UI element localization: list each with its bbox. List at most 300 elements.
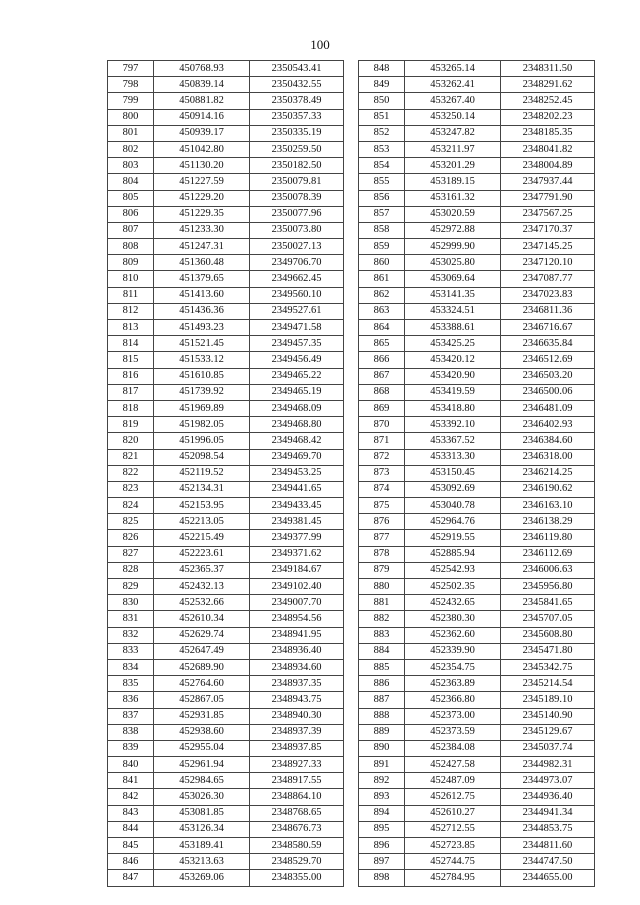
table-row <box>108 400 344 416</box>
point-number-cell: 875 <box>359 498 405 514</box>
y-coordinate-cell: 2350073.80 <box>250 222 344 238</box>
point-number-cell: 844 <box>108 821 154 837</box>
x-coordinate-cell: 452373.00 <box>405 708 501 724</box>
x-coordinate-cell: 452955.04 <box>154 740 250 756</box>
y-coordinate-cell: 2346384.60 <box>501 433 595 449</box>
y-coordinate-cell: 2345342.75 <box>501 659 595 675</box>
x-coordinate-cell: 451533.12 <box>154 352 250 368</box>
point-number-cell: 833 <box>108 643 154 659</box>
x-coordinate-cell: 452365.37 <box>154 562 250 578</box>
x-coordinate-cell: 453419.59 <box>405 384 501 400</box>
table-row <box>359 352 595 368</box>
x-coordinate-cell: 452134.31 <box>154 481 250 497</box>
point-number-cell: 894 <box>359 805 405 821</box>
y-coordinate-cell: 2350079.81 <box>250 174 344 190</box>
x-coordinate-cell: 452612.75 <box>405 789 501 805</box>
x-coordinate-cell: 452931.85 <box>154 708 250 724</box>
x-coordinate-cell: 452339.90 <box>405 643 501 659</box>
y-coordinate-cell: 2349662.45 <box>250 271 344 287</box>
x-coordinate-cell: 453126.34 <box>154 821 250 837</box>
y-coordinate-cell: 2349371.62 <box>250 546 344 562</box>
table-row <box>108 320 344 336</box>
point-number-cell: 847 <box>108 870 154 886</box>
table-row <box>359 400 595 416</box>
y-coordinate-cell: 2345037.74 <box>501 740 595 756</box>
table-row <box>108 190 344 206</box>
point-number-cell: 882 <box>359 611 405 627</box>
point-number-cell: 827 <box>108 546 154 562</box>
point-number-cell: 817 <box>108 384 154 400</box>
point-number-cell: 840 <box>108 757 154 773</box>
point-number-cell: 830 <box>108 595 154 611</box>
table-row <box>108 287 344 303</box>
table-row <box>359 61 595 77</box>
point-number-cell: 797 <box>108 61 154 77</box>
table-row <box>108 417 344 433</box>
point-number-cell: 862 <box>359 287 405 303</box>
table-row <box>359 174 595 190</box>
x-coordinate-cell: 451610.85 <box>154 368 250 384</box>
table-row <box>359 692 595 708</box>
table-row <box>108 530 344 546</box>
x-coordinate-cell: 453141.35 <box>405 287 501 303</box>
x-coordinate-cell: 453189.41 <box>154 838 250 854</box>
table-row <box>108 562 344 578</box>
x-coordinate-cell: 452502.35 <box>405 579 501 595</box>
point-number-cell: 834 <box>108 659 154 675</box>
table-row <box>108 708 344 724</box>
point-number-cell: 802 <box>108 141 154 157</box>
point-number-cell: 851 <box>359 109 405 125</box>
y-coordinate-cell: 2348252.45 <box>501 93 595 109</box>
y-coordinate-cell: 2349184.67 <box>250 562 344 578</box>
page-number: 100 <box>310 37 330 52</box>
point-number-cell: 880 <box>359 579 405 595</box>
y-coordinate-cell: 2349468.42 <box>250 433 344 449</box>
x-coordinate-cell: 452223.61 <box>154 546 250 562</box>
x-coordinate-cell: 451436.36 <box>154 303 250 319</box>
table-row <box>359 676 595 692</box>
table-row <box>359 724 595 740</box>
table-row <box>359 303 595 319</box>
x-coordinate-cell: 452363.89 <box>405 676 501 692</box>
x-coordinate-cell: 452961.94 <box>154 757 250 773</box>
x-coordinate-cell: 452215.49 <box>154 530 250 546</box>
y-coordinate-cell: 2347145.25 <box>501 239 595 255</box>
x-coordinate-cell: 452647.49 <box>154 643 250 659</box>
table-row <box>108 465 344 481</box>
x-coordinate-cell: 453367.52 <box>405 433 501 449</box>
x-coordinate-cell: 453025.80 <box>405 255 501 271</box>
table-row <box>359 255 595 271</box>
point-number-cell: 803 <box>108 158 154 174</box>
point-number-cell: 848 <box>359 61 405 77</box>
x-coordinate-cell: 452610.34 <box>154 611 250 627</box>
y-coordinate-cell: 2348954.56 <box>250 611 344 627</box>
point-number-cell: 837 <box>108 708 154 724</box>
point-number-cell: 831 <box>108 611 154 627</box>
y-coordinate-cell: 2346500.06 <box>501 384 595 400</box>
y-coordinate-cell: 2348676.73 <box>250 821 344 837</box>
table-row <box>108 757 344 773</box>
x-coordinate-cell: 451360.48 <box>154 255 250 271</box>
y-coordinate-cell: 2346190.62 <box>501 481 595 497</box>
point-number-cell: 888 <box>359 708 405 724</box>
y-coordinate-cell: 2349471.58 <box>250 320 344 336</box>
x-coordinate-cell: 453420.90 <box>405 368 501 384</box>
point-number-cell: 855 <box>359 174 405 190</box>
y-coordinate-cell: 2348936.40 <box>250 643 344 659</box>
x-coordinate-cell: 451969.89 <box>154 400 250 416</box>
y-coordinate-cell: 2348934.60 <box>250 659 344 675</box>
y-coordinate-cell: 2348937.39 <box>250 724 344 740</box>
y-coordinate-cell: 2349527.61 <box>250 303 344 319</box>
x-coordinate-cell: 452427.58 <box>405 757 501 773</box>
point-number-cell: 861 <box>359 271 405 287</box>
y-coordinate-cell: 2349706.70 <box>250 255 344 271</box>
y-coordinate-cell: 2348529.70 <box>250 854 344 870</box>
y-coordinate-cell: 2345956.80 <box>501 579 595 595</box>
table-row <box>108 481 344 497</box>
point-number-cell: 823 <box>108 481 154 497</box>
x-coordinate-cell: 453081.85 <box>154 805 250 821</box>
y-coordinate-cell: 2345214.54 <box>501 676 595 692</box>
point-number-cell: 845 <box>108 838 154 854</box>
x-coordinate-cell: 452384.08 <box>405 740 501 756</box>
table-row <box>108 109 344 125</box>
y-coordinate-cell: 2346119.80 <box>501 530 595 546</box>
point-number-cell: 824 <box>108 498 154 514</box>
point-number-cell: 867 <box>359 368 405 384</box>
y-coordinate-cell: 2344973.07 <box>501 773 595 789</box>
y-coordinate-cell: 2348202.23 <box>501 109 595 125</box>
table-row <box>108 384 344 400</box>
table-row <box>108 821 344 837</box>
table-row <box>108 870 344 886</box>
x-coordinate-cell: 452919.55 <box>405 530 501 546</box>
x-coordinate-cell: 452487.09 <box>405 773 501 789</box>
point-number-cell: 805 <box>108 190 154 206</box>
table-row <box>108 692 344 708</box>
table-row <box>108 303 344 319</box>
x-coordinate-cell: 453026.30 <box>154 789 250 805</box>
point-number-cell: 841 <box>108 773 154 789</box>
x-coordinate-cell: 451739.92 <box>154 384 250 400</box>
y-coordinate-cell: 2349007.70 <box>250 595 344 611</box>
point-number-cell: 854 <box>359 158 405 174</box>
table-row <box>108 773 344 789</box>
table-row <box>108 433 344 449</box>
x-coordinate-cell: 452380.30 <box>405 611 501 627</box>
point-number-cell: 881 <box>359 595 405 611</box>
table-row <box>359 530 595 546</box>
y-coordinate-cell: 2349465.19 <box>250 384 344 400</box>
y-coordinate-cell: 2346006.63 <box>501 562 595 578</box>
y-coordinate-cell: 2345707.05 <box>501 611 595 627</box>
x-coordinate-cell: 453161.32 <box>405 190 501 206</box>
point-number-cell: 874 <box>359 481 405 497</box>
x-coordinate-cell: 453425.25 <box>405 336 501 352</box>
y-coordinate-cell: 2347170.37 <box>501 222 595 238</box>
point-number-cell: 828 <box>108 562 154 578</box>
x-coordinate-cell: 453213.63 <box>154 854 250 870</box>
point-number-cell: 820 <box>108 433 154 449</box>
point-number-cell: 895 <box>359 821 405 837</box>
y-coordinate-cell: 2347937.44 <box>501 174 595 190</box>
point-number-cell: 864 <box>359 320 405 336</box>
table-row <box>108 174 344 190</box>
y-coordinate-cell: 2347120.10 <box>501 255 595 271</box>
y-coordinate-cell: 2348355.00 <box>250 870 344 886</box>
point-number-cell: 876 <box>359 514 405 530</box>
y-coordinate-cell: 2347791.90 <box>501 190 595 206</box>
y-coordinate-cell: 2346163.10 <box>501 498 595 514</box>
table-row <box>108 222 344 238</box>
table-row <box>359 206 595 222</box>
x-coordinate-cell: 453269.06 <box>154 870 250 886</box>
point-number-cell: 898 <box>359 870 405 886</box>
table-row <box>359 773 595 789</box>
y-coordinate-cell: 2348917.55 <box>250 773 344 789</box>
table-row <box>108 724 344 740</box>
x-coordinate-cell: 453040.78 <box>405 498 501 514</box>
table-row <box>359 320 595 336</box>
point-number-cell: 893 <box>359 789 405 805</box>
x-coordinate-cell: 452764.60 <box>154 676 250 692</box>
table-row <box>359 336 595 352</box>
x-coordinate-cell: 452984.65 <box>154 773 250 789</box>
table-row <box>108 789 344 805</box>
y-coordinate-cell: 2347023.83 <box>501 287 595 303</box>
table-row <box>108 611 344 627</box>
y-coordinate-cell: 2345841.65 <box>501 595 595 611</box>
table-row <box>108 336 344 352</box>
point-number-cell: 842 <box>108 789 154 805</box>
y-coordinate-cell: 2346811.36 <box>501 303 595 319</box>
table-row <box>108 93 344 109</box>
table-row <box>359 659 595 675</box>
x-coordinate-cell: 451229.20 <box>154 190 250 206</box>
y-coordinate-cell: 2346214.25 <box>501 465 595 481</box>
y-coordinate-cell: 2350432.55 <box>250 77 344 93</box>
table-row <box>359 190 595 206</box>
x-coordinate-cell: 453211.97 <box>405 141 501 157</box>
table-row <box>359 158 595 174</box>
point-number-cell: 873 <box>359 465 405 481</box>
coordinate-table-left <box>107 60 344 887</box>
y-coordinate-cell: 2347567.25 <box>501 206 595 222</box>
table-row <box>359 562 595 578</box>
table-row <box>359 222 595 238</box>
y-coordinate-cell: 2350543.41 <box>250 61 344 77</box>
y-coordinate-cell: 2344655.00 <box>501 870 595 886</box>
y-coordinate-cell: 2344747.50 <box>501 854 595 870</box>
table-row <box>108 498 344 514</box>
table-row <box>108 239 344 255</box>
y-coordinate-cell: 2349469.70 <box>250 449 344 465</box>
y-coordinate-cell: 2350182.50 <box>250 158 344 174</box>
y-coordinate-cell: 2347087.77 <box>501 271 595 287</box>
table-row <box>359 465 595 481</box>
table-row <box>108 627 344 643</box>
x-coordinate-cell: 451982.05 <box>154 417 250 433</box>
point-number-cell: 839 <box>108 740 154 756</box>
x-coordinate-cell: 452373.59 <box>405 724 501 740</box>
point-number-cell: 843 <box>108 805 154 821</box>
y-coordinate-cell: 2348864.10 <box>250 789 344 805</box>
coordinate-table-right <box>358 60 595 887</box>
x-coordinate-cell: 453092.69 <box>405 481 501 497</box>
table-row <box>108 141 344 157</box>
x-coordinate-cell: 451227.59 <box>154 174 250 190</box>
point-number-cell: 809 <box>108 255 154 271</box>
x-coordinate-cell: 453418.80 <box>405 400 501 416</box>
x-coordinate-cell: 453069.64 <box>405 271 501 287</box>
x-coordinate-cell: 453201.29 <box>405 158 501 174</box>
x-coordinate-cell: 453267.40 <box>405 93 501 109</box>
y-coordinate-cell: 2348291.62 <box>501 77 595 93</box>
table-row <box>359 579 595 595</box>
y-coordinate-cell: 2349381.45 <box>250 514 344 530</box>
x-coordinate-cell: 451996.05 <box>154 433 250 449</box>
x-coordinate-cell: 451493.23 <box>154 320 250 336</box>
table-row <box>108 368 344 384</box>
point-number-cell: 799 <box>108 93 154 109</box>
x-coordinate-cell: 452366.80 <box>405 692 501 708</box>
point-number-cell: 869 <box>359 400 405 416</box>
y-coordinate-cell: 2348937.35 <box>250 676 344 692</box>
y-coordinate-cell: 2348940.30 <box>250 708 344 724</box>
point-number-cell: 852 <box>359 125 405 141</box>
point-number-cell: 813 <box>108 320 154 336</box>
x-coordinate-cell: 451233.30 <box>154 222 250 238</box>
y-coordinate-cell: 2346402.93 <box>501 417 595 433</box>
x-coordinate-cell: 452744.75 <box>405 854 501 870</box>
table-row <box>359 141 595 157</box>
x-coordinate-cell: 453392.10 <box>405 417 501 433</box>
y-coordinate-cell: 2344941.34 <box>501 805 595 821</box>
point-number-cell: 816 <box>108 368 154 384</box>
x-coordinate-cell: 452432.13 <box>154 579 250 595</box>
y-coordinate-cell: 2348768.65 <box>250 805 344 821</box>
x-coordinate-cell: 451229.35 <box>154 206 250 222</box>
point-number-cell: 832 <box>108 627 154 643</box>
point-number-cell: 807 <box>108 222 154 238</box>
table-row <box>359 789 595 805</box>
x-coordinate-cell: 450939.17 <box>154 125 250 141</box>
y-coordinate-cell: 2349102.40 <box>250 579 344 595</box>
y-coordinate-cell: 2344811.60 <box>501 838 595 854</box>
x-coordinate-cell: 452542.93 <box>405 562 501 578</box>
point-number-cell: 886 <box>359 676 405 692</box>
y-coordinate-cell: 2348937.85 <box>250 740 344 756</box>
table-row <box>108 61 344 77</box>
table-row <box>108 206 344 222</box>
y-coordinate-cell: 2345129.67 <box>501 724 595 740</box>
table-row <box>359 498 595 514</box>
x-coordinate-cell: 451130.20 <box>154 158 250 174</box>
x-coordinate-cell: 453250.14 <box>405 109 501 125</box>
table-row <box>359 870 595 886</box>
table-row <box>108 514 344 530</box>
x-coordinate-cell: 453150.45 <box>405 465 501 481</box>
x-coordinate-cell: 452784.95 <box>405 870 501 886</box>
y-coordinate-cell: 2348311.50 <box>501 61 595 77</box>
point-number-cell: 890 <box>359 740 405 756</box>
x-coordinate-cell: 452432.65 <box>405 595 501 611</box>
point-number-cell: 892 <box>359 773 405 789</box>
table-row <box>359 287 595 303</box>
point-number-cell: 811 <box>108 287 154 303</box>
table-row <box>108 659 344 675</box>
point-number-cell: 821 <box>108 449 154 465</box>
y-coordinate-cell: 2350077.96 <box>250 206 344 222</box>
table-row <box>108 854 344 870</box>
x-coordinate-cell: 450881.82 <box>154 93 250 109</box>
x-coordinate-cell: 452999.90 <box>405 239 501 255</box>
y-coordinate-cell: 2348580.59 <box>250 838 344 854</box>
point-number-cell: 877 <box>359 530 405 546</box>
x-coordinate-cell: 451413.60 <box>154 287 250 303</box>
y-coordinate-cell: 2345471.80 <box>501 643 595 659</box>
point-number-cell: 829 <box>108 579 154 595</box>
point-number-cell: 814 <box>108 336 154 352</box>
y-coordinate-cell: 2349441.65 <box>250 481 344 497</box>
y-coordinate-cell: 2350027.13 <box>250 239 344 255</box>
table-row <box>359 627 595 643</box>
x-coordinate-cell: 451042.80 <box>154 141 250 157</box>
table-row <box>359 643 595 659</box>
table-row <box>359 838 595 854</box>
point-number-cell: 883 <box>359 627 405 643</box>
x-coordinate-cell: 453262.41 <box>405 77 501 93</box>
y-coordinate-cell: 2346716.67 <box>501 320 595 336</box>
x-coordinate-cell: 452153.95 <box>154 498 250 514</box>
x-coordinate-cell: 452532.66 <box>154 595 250 611</box>
y-coordinate-cell: 2344853.75 <box>501 821 595 837</box>
y-coordinate-cell: 2346503.20 <box>501 368 595 384</box>
x-coordinate-cell: 453420.12 <box>405 352 501 368</box>
table-row <box>108 676 344 692</box>
table-row <box>108 77 344 93</box>
x-coordinate-cell: 452213.05 <box>154 514 250 530</box>
x-coordinate-cell: 453020.59 <box>405 206 501 222</box>
x-coordinate-cell: 452098.54 <box>154 449 250 465</box>
table-row <box>359 611 595 627</box>
x-coordinate-cell: 452610.27 <box>405 805 501 821</box>
y-coordinate-cell: 2346318.00 <box>501 449 595 465</box>
table-row <box>108 579 344 595</box>
point-number-cell: 859 <box>359 239 405 255</box>
y-coordinate-cell: 2346138.29 <box>501 514 595 530</box>
x-coordinate-cell: 452119.52 <box>154 465 250 481</box>
x-coordinate-cell: 450914.16 <box>154 109 250 125</box>
y-coordinate-cell: 2350335.19 <box>250 125 344 141</box>
y-coordinate-cell: 2349560.10 <box>250 287 344 303</box>
table-row <box>359 417 595 433</box>
y-coordinate-cell: 2349468.80 <box>250 417 344 433</box>
table-row <box>108 643 344 659</box>
y-coordinate-cell: 2346481.09 <box>501 400 595 416</box>
point-number-cell: 800 <box>108 109 154 125</box>
point-number-cell: 870 <box>359 417 405 433</box>
x-coordinate-cell: 452972.88 <box>405 222 501 238</box>
y-coordinate-cell: 2349433.45 <box>250 498 344 514</box>
table-row <box>359 109 595 125</box>
point-number-cell: 849 <box>359 77 405 93</box>
table-row <box>108 546 344 562</box>
x-coordinate-cell: 451521.45 <box>154 336 250 352</box>
